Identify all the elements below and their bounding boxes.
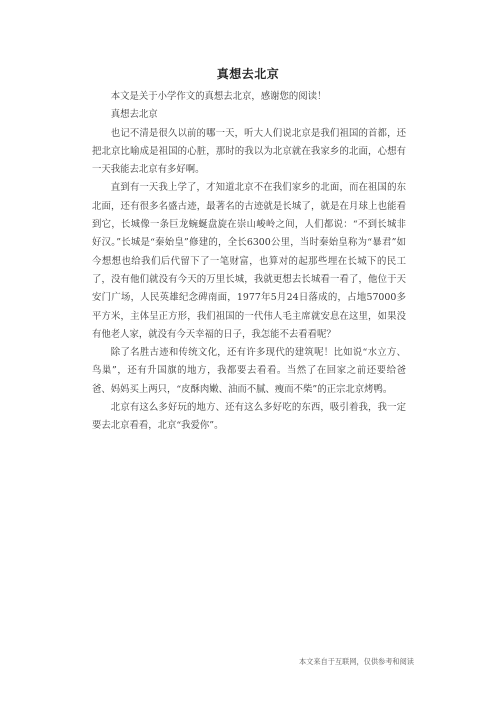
body-paragraph-3: 除了名胜古迹和传统文化，还有许多现代的建筑呢！比如说“水立方、鸟巢”，还有升国旗的地方，我都要去看看。当然了在回家之前还要给爸爸、妈妈买上两只，“皮酥肉嫩、油而不腻、瘦而不柴”的正宗北京烤鸭。 <box>92 347 406 395</box>
subtitle-paragraph: 真想去北京 <box>110 109 158 121</box>
body-paragraph-2: 直到有一天我上学了，才知道北京不在我们家乡的北面，而在祖国的东北面，还有很多名盛古迹，最著名的古迹就是长城了，就是在月球上也能看到它，长城像一条巨龙蜿蜒盘旋在崇山峻岭之间，人们都说：“不到长城非好汉。”长城是“秦始皇”修建的，全长6300公里，当时秦始皇称为“暴君”如今想想也给我们后代留下了一笔财富，也算对的起那些埋在长城下的民工了，没有他们就没有今天的万里长城，我就更想去长城看一看了，他位于天安门广场，人民英雄纪念碑南面，1977年5月24日落成的，占地57000多平方米，主体呈正方形，我们祖国的一代伟人毛主席就安息在这里，如果没有他老人家，就没有今天幸福的日子，我怎能不去看看呢？ <box>92 182 406 340</box>
body-paragraph-4: 北京有这么多好玩的地方、还有这么多好吃的东西，吸引着我，我一定要去北京看看，北京“我爱你”。 <box>92 402 406 432</box>
body-paragraph-1: 也记不清是很久以前的哪一天，听大人们说北京是我们祖国的首都，还把北京比喻成是祖国的心脏，那时的我以为北京就在我家乡的北面，心想有一天我能去北京有多好啊。 <box>92 127 406 176</box>
footer-note: 本文来自于互联网，仅供参考和阅读 <box>298 657 414 666</box>
document-body <box>92 88 406 436</box>
document-title: 真想去北京 <box>216 67 280 81</box>
intro-paragraph: 本文是关于小学作文的真想去北京，感谢您的阅读！ <box>110 91 327 102</box>
